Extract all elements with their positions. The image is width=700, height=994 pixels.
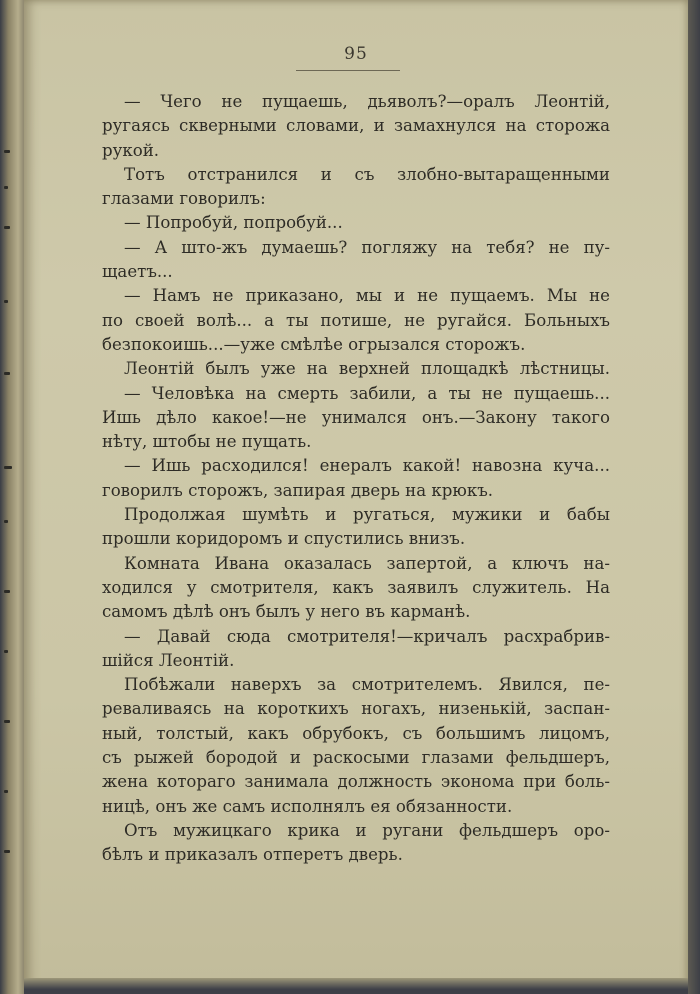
text-line: — Чего не пущаешь, дьяволъ?—оралъ Леонтій, xyxy=(124,92,610,111)
text-line: рукой. xyxy=(102,140,160,160)
text-line: — Намъ не приказано, мы и не пущаемъ. Мы не xyxy=(124,286,610,306)
page-number: 95 xyxy=(344,44,368,64)
page-right-edge xyxy=(688,0,700,994)
text-line: Побѣжали наверхъ за смотрителемъ. Явился, пе- xyxy=(124,675,610,695)
text-line: самомъ дѣлѣ онъ былъ у него въ карманѣ. xyxy=(102,602,471,622)
text-line: — Человѣка на смерть забили, а ты не пущаешь... xyxy=(124,383,610,403)
text-line: прошли коридоромъ и спустились внизъ. xyxy=(102,529,466,549)
text-line: бѣлъ и приказалъ отперетъ дверь. xyxy=(102,845,403,865)
text-line: ный, толстый, какъ обрубокъ, съ большимъ лицомъ, xyxy=(102,723,610,743)
text-line: ницѣ, онъ же самъ исполнялъ ея обязанности. xyxy=(102,796,513,816)
text-line: — Давай сюда смотрителя!—кричалъ расхрабрив- xyxy=(124,626,610,646)
text-line: Комната Ивана оказалась запертой, а ключъ на- xyxy=(124,553,610,573)
text-line: щаетъ... xyxy=(102,262,173,282)
text-line: безпокоишь...—уже смѣлѣе огрызался сторожъ. xyxy=(102,334,526,354)
text-line: по своей волѣ... а ты потише, не ругайся. Больныхъ xyxy=(102,310,610,330)
text-line: съ рыжей бородой и раскосыми глазами фельдшеръ, xyxy=(102,748,610,768)
text-line: ругаясь скверными словами, и замахнулся на сторожа xyxy=(102,116,610,136)
text-line: Продолжая шумѣть и ругаться, мужики и бабы xyxy=(124,505,610,525)
book-page xyxy=(24,0,688,990)
text-line: — А што-жъ думаешь? погляжу на тебя? не пу- xyxy=(124,237,610,257)
text-line: нѣту, штобы не пущать. xyxy=(102,432,312,452)
text-line: ходился у смотрителя, какъ заявилъ служитель. На xyxy=(102,577,610,597)
text-line: — Попробуй, попробуй... xyxy=(124,213,343,233)
facing-page-edge xyxy=(0,0,25,994)
text-line: жена котораго занимала должность эконома при боль- xyxy=(102,772,610,792)
text-line: Тотъ отстранился и съ злобно-вытаращенными xyxy=(124,164,610,184)
text-line: говорилъ сторожъ, запирая дверь на крюкъ. xyxy=(102,480,494,500)
page-bottom-edge xyxy=(24,978,688,994)
text-line: глазами говорилъ: xyxy=(102,189,266,209)
page-number-rule xyxy=(296,70,400,71)
text-line: Ишь дѣло какое!—не унимался онъ.—Закону такого xyxy=(102,407,610,427)
text-line: Отъ мужицкаго крика и ругани фельдшеръ оро- xyxy=(124,820,610,840)
text-line: реваливаясь на короткихъ ногахъ, низенькій, заспан- xyxy=(102,699,610,719)
text-line: Леонтій былъ уже на верхней площадкѣ лѣстницы. xyxy=(124,359,610,379)
text-line: шійся Леонтій. xyxy=(102,650,235,670)
body-text xyxy=(102,90,610,868)
text-line: — Ишь расходился! енералъ какой! навозна куча... xyxy=(124,456,610,476)
